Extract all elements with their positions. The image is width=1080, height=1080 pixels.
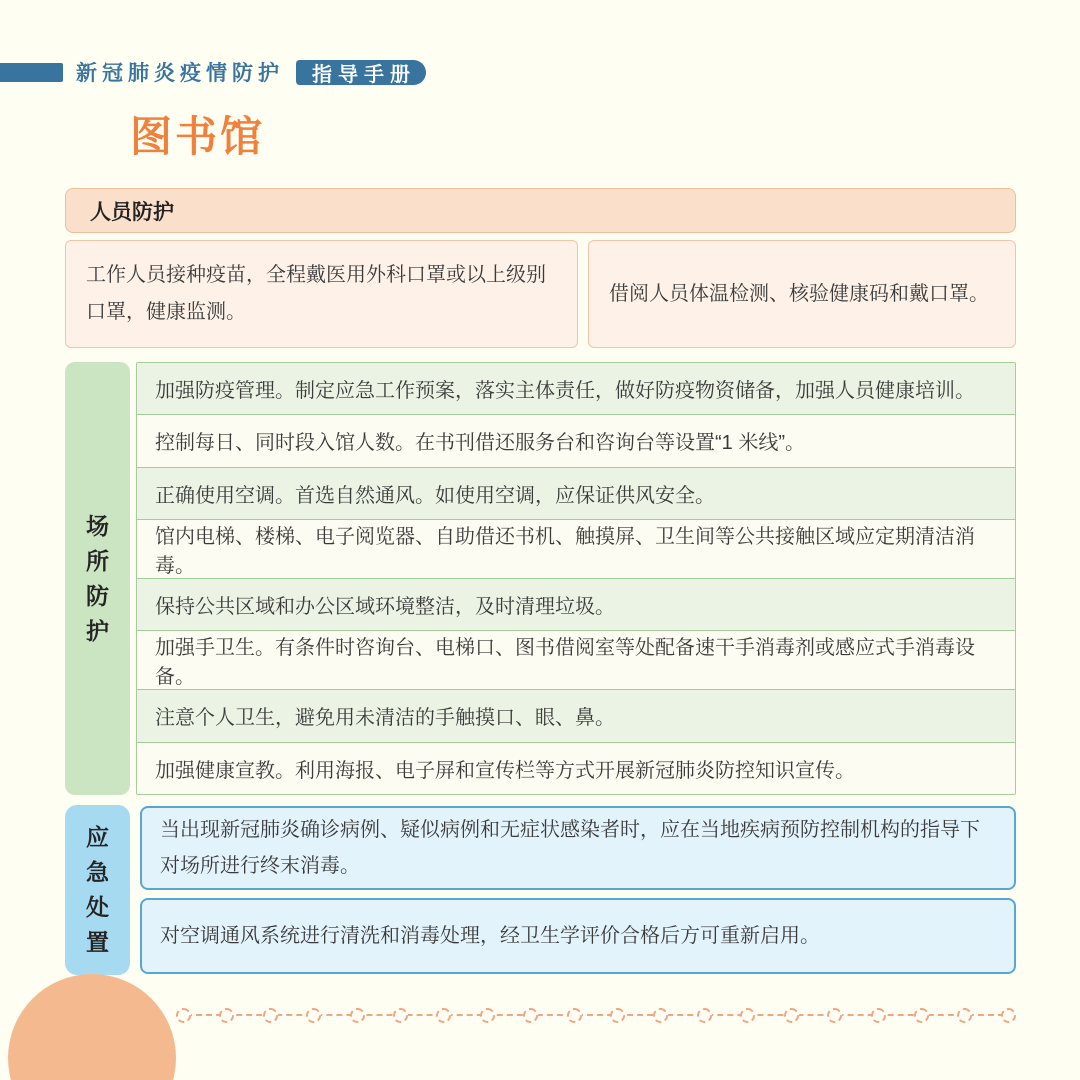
personnel-card-visitors-text: 借阅人员体温检测、核验健康码和戴口罩。 bbox=[609, 282, 989, 305]
venue-rule-text: 注意个人卫生，避免用未清洁的手触摸口、眼、鼻。 bbox=[155, 707, 615, 730]
dashed-circle-icon bbox=[957, 1008, 972, 1023]
dashed-circle-icon bbox=[263, 1008, 278, 1023]
list-item bbox=[137, 363, 1015, 414]
emergency-card-disinfection-text: 当出现新冠肺炎确诊病例、疑似病例和无症状感染者时，应在当地疾病预防控制机构的指导下对场所进行终末消毒。 bbox=[160, 819, 980, 877]
dashed-circle-icon bbox=[871, 1008, 886, 1023]
personnel-card-visitors bbox=[588, 240, 1016, 348]
dashed-circle-icon bbox=[219, 1008, 234, 1023]
dashed-circle-icon bbox=[480, 1008, 495, 1023]
dashed-circle-icon bbox=[827, 1008, 842, 1023]
dashed-circle-icon bbox=[610, 1008, 625, 1023]
venue-rule-text: 正确使用空调。首选自然通风。如使用空调，应保证供风安全。 bbox=[155, 484, 715, 507]
dashed-circle-icon bbox=[567, 1008, 582, 1023]
venue-rules-list bbox=[136, 362, 1016, 795]
dashed-circle-icon bbox=[350, 1008, 365, 1023]
dashed-circle-icon bbox=[306, 1008, 321, 1023]
emergency-card-disinfection bbox=[140, 806, 1016, 890]
emergency-section-sidebar bbox=[65, 805, 130, 975]
page-title: 图书馆 bbox=[130, 113, 266, 160]
dashed-circle-icon bbox=[1001, 1008, 1016, 1023]
dashed-circle-icon bbox=[653, 1008, 668, 1023]
dashed-circle-icon bbox=[697, 1008, 712, 1023]
list-item bbox=[137, 467, 1015, 519]
handbook-series-title: 新冠肺炎疫情防护 bbox=[76, 62, 284, 85]
section-heading-personnel: 人员防护 bbox=[65, 188, 1016, 233]
list-item bbox=[137, 578, 1015, 630]
venue-rule-text: 控制每日、同时段入馆人数。在书刊借还服务台和咨询台等设置“1 米线”。 bbox=[155, 432, 805, 455]
header-accent-bar bbox=[0, 63, 63, 82]
dashed-circle-icon bbox=[914, 1008, 929, 1023]
dashed-circle-icon bbox=[523, 1008, 538, 1023]
handbook-badge: 指导手册 bbox=[296, 60, 426, 85]
venue-section-label-wrap bbox=[65, 362, 130, 795]
venue-rule-text: 加强健康宣教。利用海报、电子屏和宣传栏等方式开展新冠肺炎防控知识宣传。 bbox=[155, 759, 855, 782]
venue-section-label: 场所防护 bbox=[86, 512, 109, 644]
personnel-card-staff-text: 工作人员接种疫苗，全程戴医用外科口罩或以上级别口罩，健康监测。 bbox=[86, 264, 546, 323]
emergency-card-ventilation-text: 对空调通风系统进行清洗和消毒处理，经卫生学评价合格后方可重新启用。 bbox=[160, 925, 820, 947]
list-item bbox=[137, 414, 1015, 466]
dashed-circle-icon bbox=[740, 1008, 755, 1023]
emergency-card-ventilation bbox=[140, 898, 1016, 974]
venue-rule-text: 馆内电梯、楼梯、电子阅览器、自助借还书机、触摸屏、卫生间等公共接触区域应定期清洁消毒。 bbox=[155, 525, 975, 577]
venue-section-sidebar bbox=[65, 362, 130, 795]
emergency-section-label-wrap bbox=[65, 805, 130, 975]
dashed-circle-icon bbox=[393, 1008, 408, 1023]
list-item bbox=[137, 689, 1015, 741]
list-item bbox=[137, 742, 1015, 794]
list-item bbox=[137, 630, 1015, 689]
page-header bbox=[0, 58, 426, 86]
emergency-section-label: 应急处置 bbox=[86, 824, 109, 955]
dashed-circle-icon bbox=[176, 1008, 191, 1023]
venue-rule-text: 保持公共区域和办公区域环境整洁，及时清理垃圾。 bbox=[155, 596, 615, 619]
personnel-card-staff bbox=[65, 240, 578, 348]
dashed-circle-icon bbox=[436, 1008, 451, 1023]
venue-rule-text: 加强防疫管理。制定应急工作预案，落实主体责任，做好防疫物资储备，加强人员健康培训。 bbox=[155, 380, 975, 403]
list-item bbox=[137, 519, 1015, 578]
dashed-circle-icon bbox=[784, 1008, 799, 1023]
corner-circle-decoration bbox=[8, 974, 176, 1080]
venue-rule-text: 加强手卫生。有条件时咨询台、电梯口、图书借阅室等处配备速干手消毒剂或感应式手消毒设备。 bbox=[155, 637, 975, 689]
dashed-divider-decoration bbox=[176, 1007, 1016, 1023]
